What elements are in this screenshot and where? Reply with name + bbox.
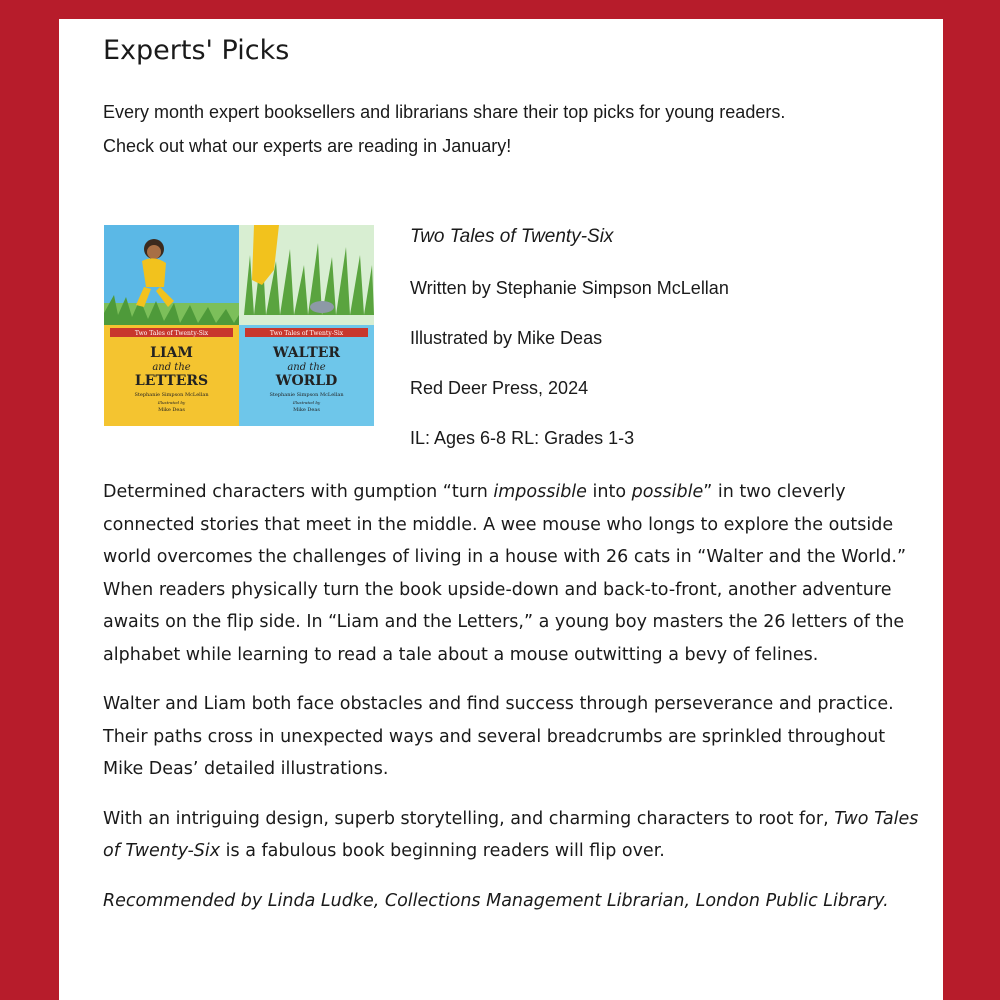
content-card: [59, 19, 943, 1000]
cover-right-author: Stephanie Simpson McLellan: [269, 392, 344, 398]
cover-right-title-1: WALTER: [272, 345, 341, 361]
cover-left-title-3: LETTERS: [134, 373, 209, 389]
cover-left-title-1: LIAM: [150, 345, 193, 361]
review-paragraph-2: Walter and Liam both face obstacles and find success through perseverance and practice. Their paths cross in unexpected ways and several breadcrumbs are sprinkled throughout Mike Deas’ detailed illustrations.: [103, 694, 894, 779]
page-title: Experts' Picks: [103, 35, 290, 66]
review-paragraph-3: With an intriguing design, superb storytelling, and charming characters to root for, Two Tales of Twenty-Six is a fabulous book beginning readers will flip over.: [103, 808, 919, 861]
cover-left-illus-label: Illustrated by: [157, 400, 186, 405]
book-author: Written by Stephanie Simpson McLellan: [410, 278, 729, 298]
intro-line-2: Check out what our experts are reading in January!: [103, 136, 512, 156]
cover-right-title-3: WORLD: [275, 373, 338, 389]
cover-right-banner: Two Tales of Twenty-Six: [269, 330, 344, 337]
review-paragraph-1: Determined characters with gumption “turn impossible into possible” in two cleverly connected stories that meet in the middle. A wee mouse who longs to explore the outside world overcomes the challenges of living in a house with 26 cats in “Walter and the World.” When readers physically turn the book upside-down and back-to-front, another adventure awaits on the flip side. In “Liam and the Letters,” a young boy masters the 26 letters of the alphabet while learning to read a tale about a mouse outwitting a bevy of felines.: [103, 482, 907, 665]
cover-right-illustrator: Mike Deas: [293, 407, 320, 413]
walter-mouse: [310, 301, 334, 313]
book-levels: IL: Ages 6-8 RL: Grades 1-3: [410, 428, 635, 448]
cover-left-banner: Two Tales of Twenty-Six: [134, 330, 209, 337]
book-publisher: Red Deer Press, 2024: [410, 378, 589, 398]
cover-right-illus-label: Illustrated by: [292, 400, 321, 405]
cover-left-author: Stephanie Simpson McLellan: [134, 392, 209, 398]
cover-left-illustrator: Mike Deas: [158, 407, 185, 413]
book-title: Two Tales of Twenty-Six: [410, 226, 614, 247]
recommended-by: Recommended by Linda Ludke, Collections Management Librarian, London Public Library.: [103, 890, 889, 911]
cover-right-title-2: and the: [287, 362, 326, 373]
cover-left-title-2: and the: [152, 362, 191, 373]
book-illustrator: Illustrated by Mike Deas: [410, 328, 603, 348]
intro-line-1: Every month expert booksellers and librarians share their top picks for young readers.: [103, 102, 786, 122]
review-text: [103, 476, 923, 934]
intro-text: [103, 95, 903, 163]
book-cover-image: [104, 225, 374, 426]
